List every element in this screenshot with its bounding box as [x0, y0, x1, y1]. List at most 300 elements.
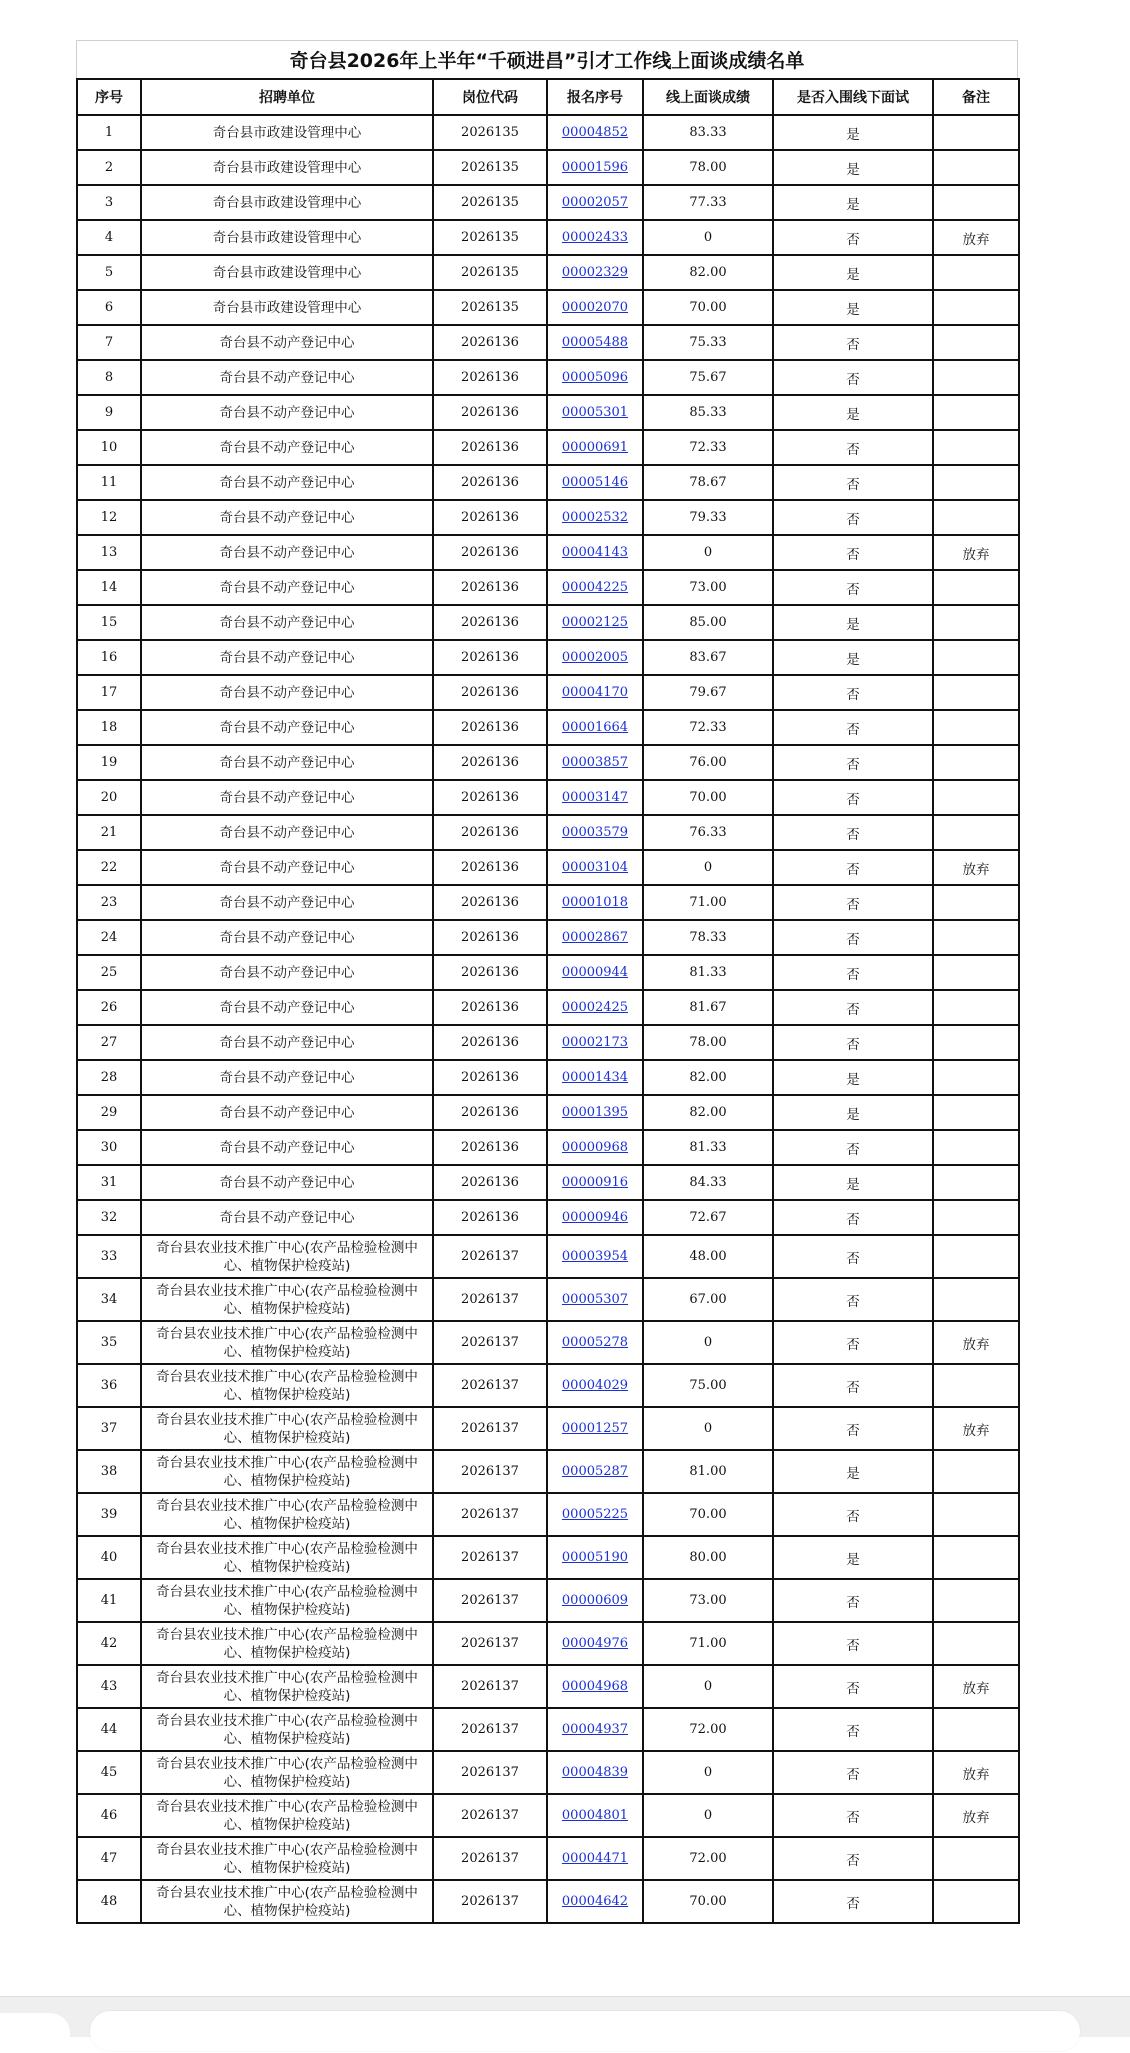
row-unit: 奇台县不动产登记中心 [141, 675, 433, 710]
table-row [77, 220, 1019, 255]
reg-no-link[interactable]: 00005278 [561, 1335, 629, 1350]
row-score: 70.00 [643, 1493, 773, 1536]
reg-no-link[interactable]: 00004471 [561, 1851, 629, 1866]
row-shortlisted: 是 [773, 605, 933, 640]
table-row [77, 815, 1019, 850]
row-unit: 奇台县农业技术推广中心(农产品检验检测中心、植物保护检疫站) [141, 1794, 433, 1837]
row-shortlisted: 是 [773, 255, 933, 290]
reg-no-link[interactable]: 00003579 [561, 825, 629, 840]
row-seq: 12 [77, 500, 141, 535]
row-remark [933, 1130, 1019, 1165]
reg-no-link[interactable]: 00004029 [561, 1378, 629, 1393]
row-remark [933, 1060, 1019, 1095]
row-unit: 奇台县农业技术推广中心(农产品检验检测中心、植物保护检疫站) [141, 1579, 433, 1622]
reg-no-link[interactable]: 00000946 [561, 1210, 629, 1225]
row-shortlisted: 否 [773, 1278, 933, 1321]
row-unit: 奇台县不动产登记中心 [141, 920, 433, 955]
row-remark: 放弃 [933, 1321, 1019, 1364]
row-reg-no [547, 1751, 643, 1794]
row-unit: 奇台县不动产登记中心 [141, 325, 433, 360]
row-seq: 19 [77, 745, 141, 780]
reg-no-link[interactable]: 00000968 [561, 1140, 629, 1155]
row-post-code: 2026137 [433, 1493, 547, 1536]
reg-no-link[interactable]: 00005096 [561, 370, 629, 385]
reg-no-link[interactable]: 00002867 [561, 930, 629, 945]
row-score: 73.00 [643, 1579, 773, 1622]
table-row [77, 185, 1019, 220]
table-row [77, 1407, 1019, 1450]
row-remark [933, 1095, 1019, 1130]
reg-no-link[interactable]: 00001596 [561, 160, 629, 175]
table-row [77, 1837, 1019, 1880]
table-row [77, 115, 1019, 150]
row-score: 76.33 [643, 815, 773, 850]
reg-no-link[interactable]: 00002005 [561, 650, 629, 665]
row-score: 67.00 [643, 1278, 773, 1321]
row-reg-no [547, 815, 643, 850]
row-unit: 奇台县市政建设管理中心 [141, 290, 433, 325]
row-shortlisted: 否 [773, 1407, 933, 1450]
row-score: 85.33 [643, 395, 773, 430]
table-row [77, 780, 1019, 815]
row-seq: 26 [77, 990, 141, 1025]
row-remark [933, 150, 1019, 185]
reg-no-link[interactable]: 00003954 [561, 1249, 629, 1264]
row-unit: 奇台县不动产登记中心 [141, 1165, 433, 1200]
row-shortlisted: 否 [773, 1130, 933, 1165]
row-seq: 41 [77, 1579, 141, 1622]
row-post-code: 2026137 [433, 1794, 547, 1837]
row-seq: 17 [77, 675, 141, 710]
row-shortlisted: 否 [773, 885, 933, 920]
row-seq: 18 [77, 710, 141, 745]
document-title: 奇台县2026年上半年“千硕进昌”引才工作线上面谈成绩名单 [76, 40, 1018, 78]
row-shortlisted: 否 [773, 710, 933, 745]
reg-no-link[interactable]: 00001664 [561, 720, 629, 735]
row-remark [933, 885, 1019, 920]
row-remark [933, 745, 1019, 780]
row-post-code: 2026137 [433, 1536, 547, 1579]
row-score: 48.00 [643, 1235, 773, 1278]
row-unit: 奇台县市政建设管理中心 [141, 220, 433, 255]
row-shortlisted: 是 [773, 1450, 933, 1493]
row-post-code: 2026135 [433, 185, 547, 220]
reg-no-link[interactable]: 00004852 [561, 125, 629, 140]
row-score: 73.00 [643, 570, 773, 605]
row-unit: 奇台县农业技术推广中心(农产品检验检测中心、植物保护检疫站) [141, 1837, 433, 1880]
row-post-code: 2026137 [433, 1751, 547, 1794]
reg-no-link[interactable]: 00004225 [561, 580, 629, 595]
reg-no-link[interactable]: 00004143 [561, 545, 629, 560]
row-reg-no [547, 395, 643, 430]
reg-no-link[interactable]: 00004642 [561, 1894, 629, 1909]
reg-no-link[interactable]: 00005488 [561, 335, 629, 350]
row-unit: 奇台县农业技术推广中心(农产品检验检测中心、植物保护检疫站) [141, 1536, 433, 1579]
reg-no-link[interactable]: 00002329 [561, 265, 629, 280]
reg-no-link[interactable]: 00002425 [561, 1000, 629, 1015]
reg-no-link[interactable]: 00002173 [561, 1035, 629, 1050]
reg-no-link[interactable]: 00001395 [561, 1105, 629, 1120]
row-remark [933, 395, 1019, 430]
table-row [77, 150, 1019, 185]
row-unit: 奇台县农业技术推广中心(农产品检验检测中心、植物保护检疫站) [141, 1622, 433, 1665]
row-shortlisted: 否 [773, 1837, 933, 1880]
row-post-code: 2026137 [433, 1665, 547, 1708]
bottom-address-bar[interactable] [90, 2011, 1080, 2051]
reg-no-link[interactable]: 00000691 [561, 440, 629, 455]
row-unit: 奇台县不动产登记中心 [141, 360, 433, 395]
row-shortlisted: 否 [773, 1321, 933, 1364]
row-post-code: 2026136 [433, 815, 547, 850]
row-remark [933, 1165, 1019, 1200]
row-reg-no [547, 1095, 643, 1130]
row-score: 71.00 [643, 1622, 773, 1665]
row-shortlisted: 否 [773, 1025, 933, 1060]
row-score: 0 [643, 535, 773, 570]
row-unit: 奇台县不动产登记中心 [141, 605, 433, 640]
table-row [77, 290, 1019, 325]
row-shortlisted: 否 [773, 430, 933, 465]
reg-no-link[interactable]: 00003147 [561, 790, 629, 805]
row-post-code: 2026137 [433, 1364, 547, 1407]
row-seq: 10 [77, 430, 141, 465]
reg-no-link[interactable]: 00002433 [561, 230, 629, 245]
row-remark: 放弃 [933, 1407, 1019, 1450]
row-shortlisted: 否 [773, 1493, 933, 1536]
reg-no-link[interactable]: 00002057 [561, 195, 629, 210]
row-shortlisted: 否 [773, 360, 933, 395]
row-unit: 奇台县不动产登记中心 [141, 745, 433, 780]
row-score: 84.33 [643, 1165, 773, 1200]
row-post-code: 2026135 [433, 290, 547, 325]
row-post-code: 2026137 [433, 1708, 547, 1751]
row-post-code: 2026137 [433, 1407, 547, 1450]
row-seq: 15 [77, 605, 141, 640]
row-post-code: 2026137 [433, 1622, 547, 1665]
row-remark [933, 1200, 1019, 1235]
row-seq: 29 [77, 1095, 141, 1130]
row-remark [933, 1708, 1019, 1751]
row-remark [933, 990, 1019, 1025]
reg-no-link[interactable]: 00004937 [561, 1722, 629, 1737]
row-post-code: 2026136 [433, 955, 547, 990]
row-seq: 6 [77, 290, 141, 325]
bottom-toolbar-button[interactable] [0, 2013, 70, 2053]
row-unit: 奇台县农业技术推广中心(农产品检验检测中心、植物保护检疫站) [141, 1235, 433, 1278]
row-remark [933, 710, 1019, 745]
table-row [77, 430, 1019, 465]
reg-no-link[interactable]: 00001018 [561, 895, 629, 910]
row-reg-no [547, 325, 643, 360]
row-post-code: 2026137 [433, 1579, 547, 1622]
row-unit: 奇台县农业技术推广中心(农产品检验检测中心、植物保护检疫站) [141, 1407, 433, 1450]
table-row [77, 1579, 1019, 1622]
reg-no-link[interactable]: 00004839 [561, 1765, 629, 1780]
table-row [77, 255, 1019, 290]
row-reg-no [547, 1837, 643, 1880]
reg-no-link[interactable]: 00005301 [561, 405, 629, 420]
row-shortlisted: 否 [773, 1880, 933, 1923]
row-reg-no [547, 150, 643, 185]
table-row [77, 1025, 1019, 1060]
row-reg-no [547, 955, 643, 990]
row-score: 82.00 [643, 1060, 773, 1095]
row-shortlisted: 否 [773, 465, 933, 500]
row-seq: 22 [77, 850, 141, 885]
row-reg-no [547, 465, 643, 500]
header-score: 线上面谈成绩 [643, 79, 773, 115]
row-unit: 奇台县不动产登记中心 [141, 1060, 433, 1095]
row-seq: 4 [77, 220, 141, 255]
row-post-code: 2026136 [433, 745, 547, 780]
table-row [77, 1200, 1019, 1235]
row-post-code: 2026136 [433, 885, 547, 920]
row-post-code: 2026136 [433, 1130, 547, 1165]
row-score: 0 [643, 1665, 773, 1708]
row-reg-no [547, 255, 643, 290]
row-shortlisted: 是 [773, 1536, 933, 1579]
row-shortlisted: 是 [773, 185, 933, 220]
row-reg-no [547, 1165, 643, 1200]
row-remark: 放弃 [933, 535, 1019, 570]
row-shortlisted: 否 [773, 1200, 933, 1235]
reg-no-link[interactable]: 00005146 [561, 475, 629, 490]
row-remark [933, 675, 1019, 710]
row-post-code: 2026136 [433, 675, 547, 710]
row-shortlisted: 否 [773, 990, 933, 1025]
row-reg-no [547, 360, 643, 395]
row-remark [933, 1579, 1019, 1622]
row-score: 72.00 [643, 1708, 773, 1751]
row-score: 82.00 [643, 255, 773, 290]
row-unit: 奇台县不动产登记中心 [141, 640, 433, 675]
row-seq: 34 [77, 1278, 141, 1321]
row-post-code: 2026136 [433, 535, 547, 570]
row-seq: 2 [77, 150, 141, 185]
row-unit: 奇台县不动产登记中心 [141, 570, 433, 605]
reg-no-link[interactable]: 00004170 [561, 685, 629, 700]
row-post-code: 2026136 [433, 1025, 547, 1060]
row-shortlisted: 否 [773, 1751, 933, 1794]
row-shortlisted: 是 [773, 1165, 933, 1200]
row-post-code: 2026136 [433, 920, 547, 955]
row-shortlisted: 是 [773, 395, 933, 430]
row-remark: 放弃 [933, 1665, 1019, 1708]
row-post-code: 2026136 [433, 710, 547, 745]
row-reg-no [547, 1880, 643, 1923]
table-row [77, 745, 1019, 780]
row-remark [933, 360, 1019, 395]
row-seq: 47 [77, 1837, 141, 1880]
row-reg-no [547, 640, 643, 675]
row-score: 0 [643, 850, 773, 885]
row-reg-no [547, 290, 643, 325]
row-score: 81.67 [643, 990, 773, 1025]
row-reg-no [547, 1060, 643, 1095]
row-reg-no [547, 220, 643, 255]
row-seq: 46 [77, 1794, 141, 1837]
row-reg-no [547, 850, 643, 885]
row-seq: 9 [77, 395, 141, 430]
row-post-code: 2026136 [433, 850, 547, 885]
row-remark [933, 465, 1019, 500]
row-remark [933, 780, 1019, 815]
row-seq: 28 [77, 1060, 141, 1095]
row-reg-no [547, 185, 643, 220]
reg-no-link[interactable]: 00000609 [561, 1593, 629, 1608]
row-unit: 奇台县不动产登记中心 [141, 780, 433, 815]
row-unit: 奇台县农业技术推广中心(农产品检验检测中心、植物保护检疫站) [141, 1450, 433, 1493]
header-remark: 备注 [933, 79, 1019, 115]
row-post-code: 2026136 [433, 1060, 547, 1095]
row-remark [933, 920, 1019, 955]
table-row [77, 535, 1019, 570]
row-score: 70.00 [643, 1880, 773, 1923]
row-score: 80.00 [643, 1536, 773, 1579]
row-shortlisted: 否 [773, 1794, 933, 1837]
row-remark [933, 1536, 1019, 1579]
reg-no-link[interactable]: 00005225 [561, 1507, 629, 1522]
row-reg-no [547, 430, 643, 465]
row-score: 81.00 [643, 1450, 773, 1493]
row-reg-no [547, 1493, 643, 1536]
reg-no-link[interactable]: 00004801 [561, 1808, 629, 1823]
table-header-row [77, 79, 1019, 115]
row-shortlisted: 是 [773, 150, 933, 185]
row-reg-no [547, 920, 643, 955]
row-remark [933, 1364, 1019, 1407]
row-score: 0 [643, 1794, 773, 1837]
row-seq: 7 [77, 325, 141, 360]
row-post-code: 2026137 [433, 1837, 547, 1880]
row-shortlisted: 否 [773, 500, 933, 535]
row-score: 83.67 [643, 640, 773, 675]
table-row [77, 1708, 1019, 1751]
row-remark: 放弃 [933, 220, 1019, 255]
reg-no-link[interactable]: 00004976 [561, 1636, 629, 1651]
row-seq: 44 [77, 1708, 141, 1751]
table-row [77, 1880, 1019, 1923]
header-unit: 招聘单位 [141, 79, 433, 115]
browser-bottom-bar [0, 1996, 1130, 2037]
reg-no-link[interactable]: 00000916 [561, 1175, 629, 1190]
header-seq: 序号 [77, 79, 141, 115]
row-score: 83.33 [643, 115, 773, 150]
row-post-code: 2026135 [433, 150, 547, 185]
row-unit: 奇台县不动产登记中心 [141, 395, 433, 430]
row-remark [933, 500, 1019, 535]
table-row [77, 1794, 1019, 1837]
reg-no-link[interactable]: 00000944 [561, 965, 629, 980]
row-remark [933, 1278, 1019, 1321]
row-seq: 8 [77, 360, 141, 395]
row-unit: 奇台县不动产登记中心 [141, 990, 433, 1025]
score-table [76, 78, 1020, 1924]
reg-no-link[interactable]: 00002070 [561, 300, 629, 315]
row-post-code: 2026137 [433, 1321, 547, 1364]
row-remark [933, 1837, 1019, 1880]
row-unit: 奇台县不动产登记中心 [141, 1200, 433, 1235]
reg-no-link[interactable]: 00005190 [561, 1550, 629, 1565]
row-post-code: 2026136 [433, 430, 547, 465]
row-reg-no [547, 780, 643, 815]
row-reg-no [547, 605, 643, 640]
row-remark [933, 1880, 1019, 1923]
row-reg-no [547, 1130, 643, 1165]
row-unit: 奇台县农业技术推广中心(农产品检验检测中心、植物保护检疫站) [141, 1364, 433, 1407]
row-post-code: 2026135 [433, 255, 547, 290]
reg-no-link[interactable]: 00001257 [561, 1421, 629, 1436]
row-shortlisted: 否 [773, 920, 933, 955]
row-remark [933, 1622, 1019, 1665]
row-reg-no [547, 710, 643, 745]
row-reg-no [547, 1622, 643, 1665]
row-post-code: 2026136 [433, 1200, 547, 1235]
row-post-code: 2026136 [433, 605, 547, 640]
reg-no-link[interactable]: 00002125 [561, 615, 629, 630]
row-remark [933, 115, 1019, 150]
row-unit: 奇台县农业技术推广中心(农产品检验检测中心、植物保护检疫站) [141, 1321, 433, 1364]
row-reg-no [547, 1200, 643, 1235]
row-reg-no [547, 1407, 643, 1450]
reg-no-link[interactable]: 00005287 [561, 1464, 629, 1479]
table-row [77, 1321, 1019, 1364]
row-seq: 45 [77, 1751, 141, 1794]
table-row [77, 885, 1019, 920]
row-shortlisted: 否 [773, 535, 933, 570]
reg-no-link[interactable]: 00001434 [561, 1070, 629, 1085]
row-unit: 奇台县不动产登记中心 [141, 885, 433, 920]
row-reg-no [547, 885, 643, 920]
row-remark [933, 1450, 1019, 1493]
row-score: 82.00 [643, 1095, 773, 1130]
row-reg-no [547, 535, 643, 570]
table-row [77, 1665, 1019, 1708]
row-remark: 放弃 [933, 1794, 1019, 1837]
row-remark [933, 185, 1019, 220]
row-unit: 奇台县不动产登记中心 [141, 535, 433, 570]
reg-no-link[interactable]: 00005307 [561, 1292, 629, 1307]
row-score: 75.33 [643, 325, 773, 360]
row-reg-no [547, 1708, 643, 1751]
row-unit: 奇台县农业技术推广中心(农产品检验检测中心、植物保护检疫站) [141, 1880, 433, 1923]
row-seq: 27 [77, 1025, 141, 1060]
table-row [77, 1130, 1019, 1165]
table-row [77, 1450, 1019, 1493]
reg-no-link[interactable]: 00004968 [561, 1679, 629, 1694]
row-remark [933, 1235, 1019, 1278]
row-seq: 16 [77, 640, 141, 675]
reg-no-link[interactable]: 00003857 [561, 755, 629, 770]
row-score: 78.67 [643, 465, 773, 500]
table-row [77, 605, 1019, 640]
row-reg-no [547, 500, 643, 535]
row-score: 0 [643, 1407, 773, 1450]
table-row [77, 1278, 1019, 1321]
row-post-code: 2026136 [433, 325, 547, 360]
row-remark [933, 640, 1019, 675]
row-post-code: 2026135 [433, 220, 547, 255]
row-score: 71.00 [643, 885, 773, 920]
row-reg-no [547, 990, 643, 1025]
row-score: 72.67 [643, 1200, 773, 1235]
reg-no-link[interactable]: 00002532 [561, 510, 629, 525]
row-post-code: 2026137 [433, 1880, 547, 1923]
row-score: 70.00 [643, 780, 773, 815]
row-seq: 25 [77, 955, 141, 990]
reg-no-link[interactable]: 00003104 [561, 860, 629, 875]
row-score: 0 [643, 1321, 773, 1364]
